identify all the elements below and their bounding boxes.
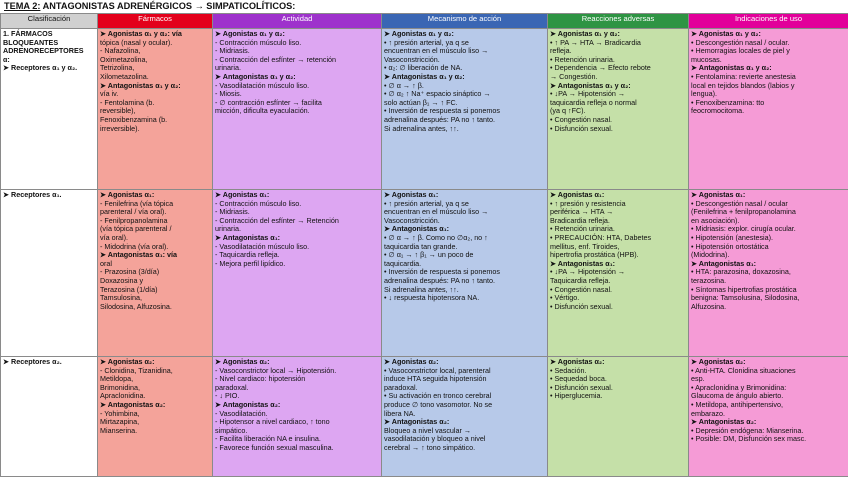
cell-line: Terazosina (1/día) xyxy=(100,284,158,294)
cell-line: - Hipotensor a nivel cardiaco, ↑ tono xyxy=(215,417,330,427)
cell-line: - Mejora perfil lipídico. xyxy=(215,258,286,268)
cell-line: ➤ Agonistas α₁ y α₂: xyxy=(384,29,454,38)
cell-line: - Midriasis. xyxy=(215,46,250,56)
cell-line: en asociación). xyxy=(691,215,740,225)
cell-line: benigna: Tamsolusina, Silodosina, xyxy=(691,293,800,303)
cell-line: - Midriasis. xyxy=(215,207,250,217)
cell-line: - Contracción del esfínter → Retención xyxy=(215,215,339,225)
cell-line: mucosas. xyxy=(691,54,722,64)
cell-indicaciones xyxy=(689,190,848,357)
cell-line: • α₂: ∅ liberación de NA. xyxy=(384,63,463,73)
cell-line: • Disfunción sexual. xyxy=(550,123,613,133)
cell-reacciones xyxy=(548,357,689,477)
cell-line: esp. xyxy=(691,374,705,384)
cell-mecanismo xyxy=(382,357,548,477)
cell-line: refleja. xyxy=(550,46,572,56)
header-farmacos: Fármacos xyxy=(98,14,213,29)
cell-reacciones xyxy=(548,29,689,190)
title-rest: ANTAGONISTAS ADRENÉRGICOS → SIMPATICOLÍTICOS: xyxy=(40,1,296,11)
cell-line: Glaucoma de ángulo abierto. xyxy=(691,391,784,401)
cell-clasificacion xyxy=(1,190,98,357)
cell-line: ➤ Antagonistas α₁ y α₂: xyxy=(550,80,631,90)
table-row xyxy=(1,29,848,190)
cell-line: - Vasoconstrictor local → Hipotensión. xyxy=(215,365,337,375)
cell-line: • Síntomas hipertrofias prostática xyxy=(691,284,797,294)
page-title xyxy=(4,1,295,12)
cell-line: - ∅ contracción esfínter → facilita xyxy=(215,97,322,107)
cell-line: • Depresión endógena: Mianserina. xyxy=(691,425,804,435)
cell-line: • ↓PA → Hipotensión → xyxy=(550,89,626,99)
cell-line: • ∅ α → ↑ β. Como no ∅α₂, no ↑ xyxy=(384,232,488,242)
cell-line: - Vasodilatación músculo liso. xyxy=(215,80,310,90)
cell-line: α: xyxy=(3,54,10,64)
cell-line: (Fenilefrina + fenilpropanolamina xyxy=(691,207,796,217)
header-actividad: Actividad xyxy=(213,14,382,29)
cell-line: Mirtazapina, xyxy=(100,417,140,427)
title-prefix: TEMA 2: xyxy=(4,1,41,11)
cell-line: ➤ Agonistas α₁: xyxy=(550,190,605,199)
cell-line: - Favorece función sexual masculina. xyxy=(215,442,334,452)
cell-line: micción, dificulta eyaculación. xyxy=(215,106,310,116)
cell-line: • Su activación en tronco cerebral xyxy=(384,391,492,401)
cell-line: • Fentolamina: revierte anestesia xyxy=(691,71,796,81)
cell-line: lengua). xyxy=(691,89,717,99)
cell-line: • Descongestión nasal / ocular. xyxy=(691,37,790,47)
cell-line: • ∅ α₂ ↑ Na⁺ espacio sináptico → xyxy=(384,89,491,99)
cell-line: (vía tópica parenteral / xyxy=(100,224,172,234)
cell-line: ➤ Antagonistas α₁: xyxy=(384,224,450,234)
cell-line: - Vasodilatación. xyxy=(215,408,268,418)
cell-line: ➤ Antagonistas α₁: xyxy=(215,232,281,242)
cell-line: tópica (nasal y ocular). xyxy=(100,37,173,47)
cell-line: (ya q ↑FC). xyxy=(550,106,586,116)
cell-line: • Anti-HTA. Clonidina situaciones xyxy=(691,365,796,375)
cell-line: - Prazosina (3/día) xyxy=(100,267,160,277)
cell-line: • Disfunción sexual. xyxy=(550,382,613,392)
header-mecanismo: Mecanismo de acción xyxy=(382,14,548,29)
cell-line: • ↑ presión arterial, ya q se xyxy=(384,37,469,47)
cell-line: • Disfunción sexual. xyxy=(550,301,613,311)
cell-line: produce ∅ tono vasomotor. No se xyxy=(384,399,493,409)
cell-line: Silodosina, Alfuzosina. xyxy=(100,301,172,311)
cell-line: • Metildopa, antihipertensivo, xyxy=(691,399,784,409)
cell-line: (Midodrina). xyxy=(691,250,730,260)
cell-line: ➤ Agonistas α₂: xyxy=(691,357,746,366)
cell-line: Si adrenalina antes, ↑↑. xyxy=(384,123,459,133)
cell-line: ➤ Agonistas α₁: xyxy=(215,190,270,199)
cell-line: ➤ Antagonistas α₂: xyxy=(691,417,757,427)
cell-mecanismo xyxy=(382,190,548,357)
cell-line: ➤ Antagonistas α₂: xyxy=(384,417,450,427)
cell-line: encuentran en el músculo liso → xyxy=(384,46,489,56)
cell-line: Oximetazolina, xyxy=(100,54,148,64)
cell-line: • Vasoconstrictor local, parenteral xyxy=(384,365,491,375)
summary-table xyxy=(0,13,848,477)
cell-line: Si adrenalina antes, ↑↑. xyxy=(384,284,459,294)
cell-line: - Contracción del esfínter → retención xyxy=(215,54,337,64)
cell-line: ➤ Agonistas α₁: xyxy=(691,190,746,199)
cell-actividad xyxy=(213,29,382,190)
cell-line: ➤ Receptores α₂. xyxy=(3,357,62,366)
cell-line: ➤ Agonistas α₁ y α₂: vía xyxy=(100,29,182,38)
cell-line: Brimonidina, xyxy=(100,382,140,392)
cell-line: encuentran en el músculo liso → xyxy=(384,207,489,217)
cell-line: 1. FÁRMACOS xyxy=(3,29,53,38)
cell-line: • Vértigo. xyxy=(550,293,580,303)
cell-line: - Fenilefrina (vía tópica xyxy=(100,198,174,208)
cell-line: oral xyxy=(100,258,112,268)
cell-line: • Dependencia → Efecto rebote xyxy=(550,63,651,73)
cell-line: • Congestión nasal. xyxy=(550,284,613,294)
cell-line: vía iv. xyxy=(100,89,119,99)
cell-line: - Nafazolina, xyxy=(100,46,141,56)
cell-line: urinaria. xyxy=(215,224,241,234)
cell-line: simpático. xyxy=(215,425,248,435)
cell-line: vía oral). xyxy=(100,232,128,242)
header-clasificacion: Clasificación xyxy=(1,14,98,29)
cell-line: - Nivel cardiaco: hipotensión xyxy=(215,374,306,384)
cell-line: • Midriasis: explor. cirugía ocular. xyxy=(691,224,796,234)
cell-line: - Vasodilatación músculo liso. xyxy=(215,241,310,251)
cell-farmacos xyxy=(98,357,213,477)
header-row xyxy=(1,14,848,29)
cell-clasificacion xyxy=(1,357,98,477)
cell-line: - Midodrina (vía oral). xyxy=(100,241,169,251)
cell-line: Taquicardia refleja. xyxy=(550,275,611,285)
cell-line: • HTA: parazosina, doxazosina, xyxy=(691,267,791,277)
cell-indicaciones xyxy=(689,357,848,477)
cell-line: • Descongestión nasal / ocular xyxy=(691,198,788,208)
cell-line: ADRENORECEPTORES xyxy=(3,46,84,56)
cell-line: - Taquicardia refleja. xyxy=(215,250,280,260)
cell-line: Apraclonidina. xyxy=(100,391,146,401)
cell-line: ➤ Antagonistas α₂: xyxy=(100,399,166,409)
cell-line: ➤ Antagonistas α₁: vía xyxy=(100,250,178,260)
cell-line: solo actúan β₁ → ↑ FC. xyxy=(384,97,458,107)
cell-line: • Retención urinaria. xyxy=(550,224,615,234)
cell-line: • Congestión nasal. xyxy=(550,114,613,124)
cell-line: ➤ Agonistas α₁: xyxy=(384,190,439,199)
cell-line: paradoxal. xyxy=(384,382,418,392)
cell-line: vasodilatación y bloqueo a nivel xyxy=(384,434,486,444)
cell-line: ➤ Agonistas α₂: xyxy=(100,357,155,366)
cell-line: mellitus, enf. Tiroides, xyxy=(550,241,620,251)
cell-line: ➤ Antagonistas α₁ y α₂: xyxy=(691,63,772,73)
cell-line: • Hiperglucemia. xyxy=(550,391,603,401)
cell-line: cerebral → ↑ tono simpático. xyxy=(384,442,476,452)
table-row xyxy=(1,357,848,477)
cell-line: • Sequedad boca. xyxy=(550,374,607,384)
cell-line: local en tejidos blandos (labios y xyxy=(691,80,795,90)
cell-line: BLOQUEANTES xyxy=(3,37,59,47)
cell-line: ➤ Antagonistas α₁: xyxy=(691,258,757,268)
cell-line: • ↑ PA → HTA → Bradicardia xyxy=(550,37,641,47)
cell-line: • ↑ presión arterial, ya q se xyxy=(384,198,469,208)
cell-actividad xyxy=(213,357,382,477)
cell-line: ➤ Agonistas α₁ y α₂: xyxy=(215,29,285,38)
cell-line: ➤ Antagonistas α₁ y α₂: xyxy=(100,80,181,90)
cell-line: hipertrofia prostática (HPB). xyxy=(550,250,639,260)
cell-line: taquicardia. xyxy=(384,258,422,268)
cell-line: Alfuzosina. xyxy=(691,301,727,311)
cell-line: - Contracción músculo liso. xyxy=(215,37,302,47)
cell-line: • Hemorragias locales de piel y xyxy=(691,46,790,56)
table-row xyxy=(1,190,848,357)
cell-line: - Contracción músculo liso. xyxy=(215,198,302,208)
cell-line: paradoxal. xyxy=(215,382,249,392)
cell-line: urinaria. xyxy=(215,63,241,73)
cell-line: ➤ Receptores α₁ y α₂. xyxy=(3,63,78,73)
header-indicaciones: Indicaciones de uso xyxy=(689,14,848,29)
cell-line: taquicardia refleja o normal xyxy=(550,97,637,107)
cell-line: Metildopa, xyxy=(100,374,134,384)
cell-farmacos xyxy=(98,29,213,190)
cell-line: ➤ Agonistas α₁: xyxy=(100,190,155,199)
cell-line: • Hipotensión ortostática xyxy=(691,241,769,251)
cell-line: ➤ Antagonistas α₁ y α₂: xyxy=(384,71,465,81)
cell-line: ➤ Agonistas α₁ y α₂: xyxy=(691,29,761,38)
cell-line: Fenoxibenzamina (b. xyxy=(100,114,168,124)
cell-line: • ∅ α → ↑ β. xyxy=(384,80,424,90)
cell-line: • PRECAUCIÓN: HTA, Dabetes xyxy=(550,232,652,242)
cell-clasificacion xyxy=(1,29,98,190)
cell-line: ➤ Agonistas α₂: xyxy=(215,357,270,366)
cell-line: • Fenoxibenzamina: tto xyxy=(691,97,765,107)
cell-line: - Yohimbina, xyxy=(100,408,140,418)
cell-indicaciones xyxy=(689,29,848,190)
cell-line: Tamsulosina, xyxy=(100,293,142,303)
cell-line: - Miosis. xyxy=(215,89,242,99)
cell-line: • Inversión de respuesta si ponemos xyxy=(384,267,500,277)
cell-line: Vasoconstricción. xyxy=(384,215,440,225)
cell-mecanismo xyxy=(382,29,548,190)
cell-reacciones xyxy=(548,190,689,357)
cell-line: → Congestión. xyxy=(550,71,598,81)
cell-line: reversible), xyxy=(100,106,136,116)
cell-line: adrenalina después: PA no ↑ tanto. xyxy=(384,275,495,285)
cell-line: Mianserina. xyxy=(100,425,138,435)
cell-line: Vasoconstricción. xyxy=(384,54,440,64)
cell-line: embarazo. xyxy=(691,408,725,418)
cell-line: Tetrizolina, xyxy=(100,63,135,73)
cell-line: ➤ Agonistas α₁ y α₂: xyxy=(550,29,620,38)
cell-line: - Fentolamina (b. xyxy=(100,97,155,107)
header-reacciones: Reacciones adversas xyxy=(548,14,689,29)
cell-line: Xilometazolina. xyxy=(100,71,149,81)
cell-line: - Fenilpropanolamina xyxy=(100,215,168,225)
cell-line: feocromocitoma. xyxy=(691,106,745,116)
cell-line: • ↓ respuesta hipotensora NA. xyxy=(384,293,480,303)
cell-line: - ↓ PIO. xyxy=(215,391,240,401)
cell-line: • ↓PA → Hipotensión → xyxy=(550,267,626,277)
cell-line: - Clonidina, Tizanidina, xyxy=(100,365,173,375)
cell-line: irreversible). xyxy=(100,123,140,133)
cell-line: periférica → HTA → xyxy=(550,207,614,217)
cell-actividad xyxy=(213,190,382,357)
cell-line: libera NA. xyxy=(384,408,416,418)
cell-line: • Apraclonidina y Brimonidina: xyxy=(691,382,787,392)
cell-line: • ↑ presión y resistencia xyxy=(550,198,626,208)
cell-line: parenteral / vía oral). xyxy=(100,207,167,217)
cell-line: ➤ Antagonistas α₁ y α₂: xyxy=(215,71,296,81)
cell-line: induce HTA seguida hipotensión xyxy=(384,374,487,384)
cell-farmacos xyxy=(98,190,213,357)
cell-line: ➤ Antagonistas α₂: xyxy=(215,399,281,409)
cell-line: ➤ Receptores α₁. xyxy=(3,190,62,199)
cell-line: • ∅ α₁ → ↑ β₁ → un poco de xyxy=(384,250,474,260)
cell-line: Bloqueo a nivel vascular → xyxy=(384,425,472,435)
cell-line: • Sedación. xyxy=(550,365,587,375)
cell-line: • Hipotensión (anestesia). xyxy=(691,232,774,242)
cell-line: ➤ Antagonistas α₁: xyxy=(550,258,616,268)
cell-line: - Facilita liberación NA e insulina. xyxy=(215,434,321,444)
cell-line: terazosina. xyxy=(691,275,727,285)
cell-line: Bradicardia refleja. xyxy=(550,215,610,225)
cell-line: • Posible: DM, Disfunción sex masc. xyxy=(691,434,807,444)
cell-line: • Inversión de respuesta si ponemos xyxy=(384,106,500,116)
cell-line: Doxazosina y xyxy=(100,275,144,285)
cell-line: taquicardia tan grande. xyxy=(384,241,458,251)
cell-line: • Retención urinaria. xyxy=(550,54,615,64)
cell-line: adrenalina después: PA no ↑ tanto. xyxy=(384,114,495,124)
cell-line: ➤ Agonistas α₂: xyxy=(550,357,605,366)
cell-line: ➤ Agonistas α₂: xyxy=(384,357,439,366)
